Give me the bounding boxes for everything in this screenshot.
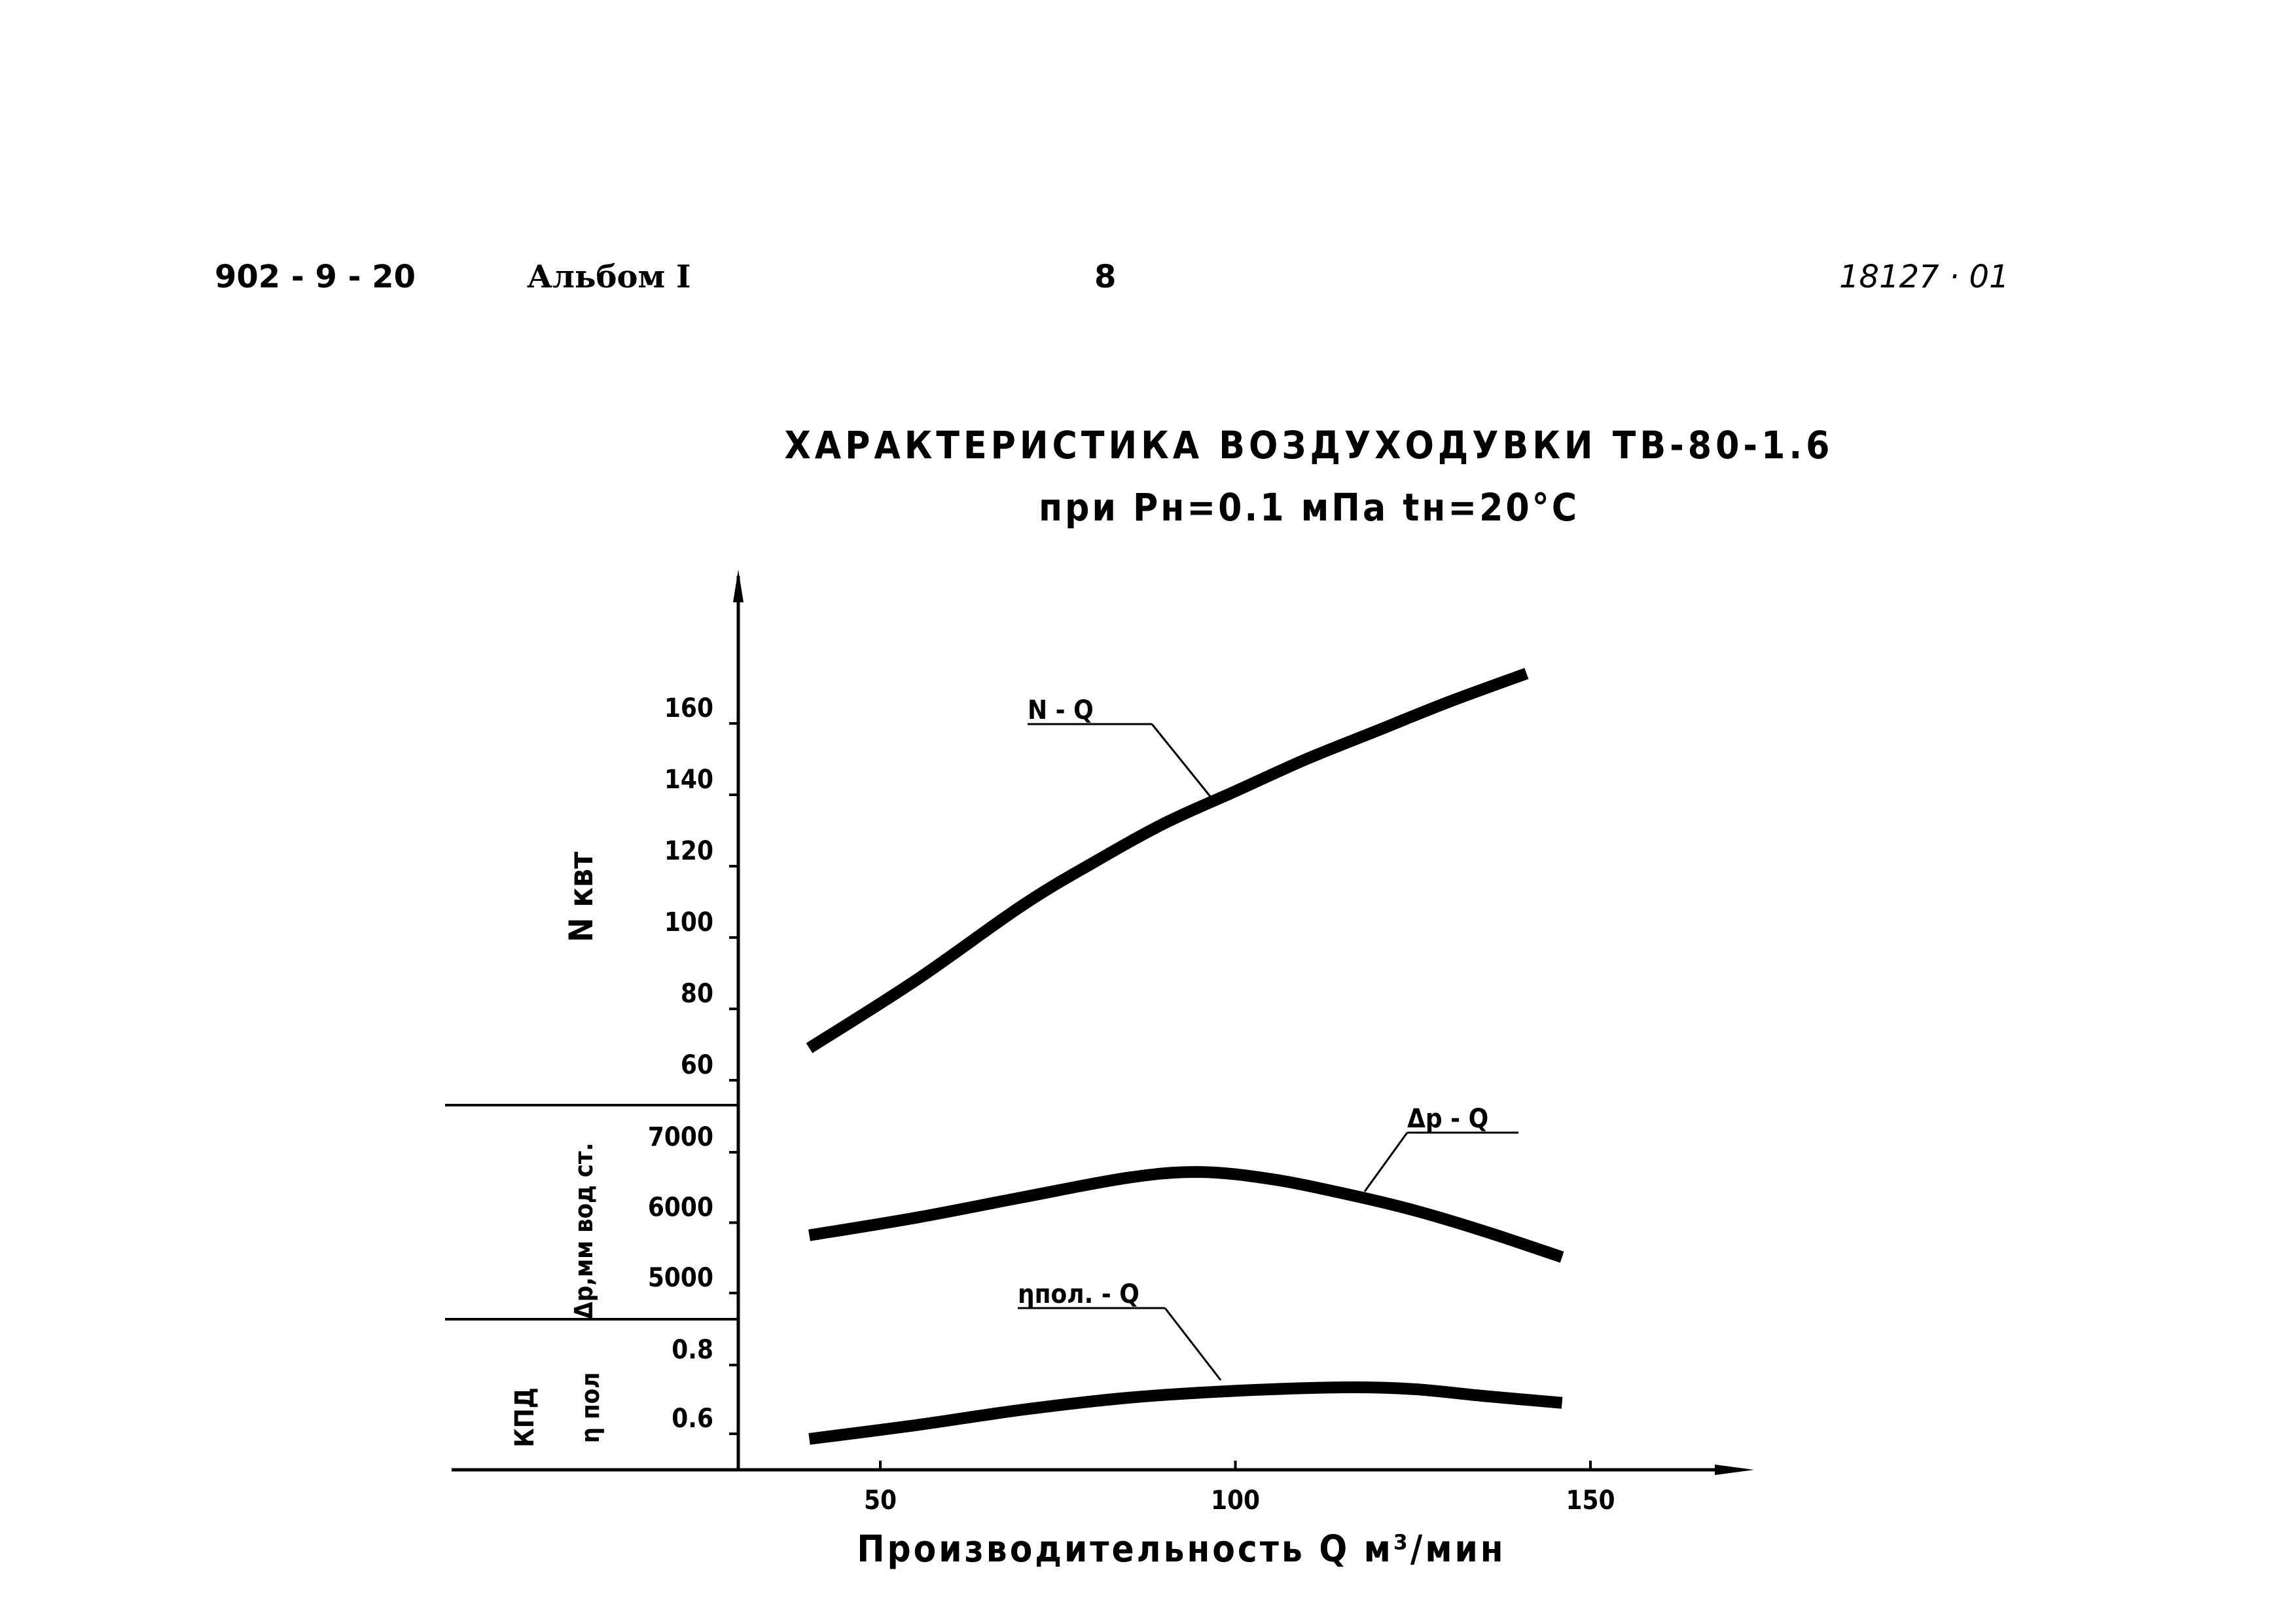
- series-leader-line-pressure: [1365, 1133, 1407, 1192]
- y-tick-label-pressure: 6000: [647, 1192, 713, 1223]
- y-tick-label-power: 80: [680, 979, 713, 1009]
- y-tick-label-efficiency: 0.6: [672, 1404, 713, 1434]
- data-curves: [810, 674, 1562, 1439]
- y-axis-group-label-efficiency: КПД: [510, 1387, 540, 1448]
- series-leader-line-efficiency: [1165, 1308, 1221, 1380]
- y-axis-label-pressure: Δр,мм вод ст.: [569, 1142, 598, 1319]
- x-tick-label: 50: [863, 1486, 897, 1516]
- y-tick-label-power: 100: [664, 907, 713, 938]
- series-line-power: [810, 674, 1527, 1048]
- y-tick-label-efficiency: 0.8: [672, 1335, 713, 1365]
- series-label-power: N - Q: [1028, 695, 1094, 725]
- y-axis-label-power: N квт: [562, 851, 600, 943]
- series-line-efficiency: [810, 1387, 1562, 1439]
- x-tick-label: 100: [1210, 1486, 1261, 1516]
- doc-code: 902 - 9 - 20: [215, 259, 416, 295]
- x-axis-label: Производительность Q м³/мин: [857, 1528, 1506, 1571]
- inventory-number: 18127 · 01: [1839, 259, 2009, 295]
- tick-marks: [729, 723, 1590, 1471]
- y-tick-label-power: 160: [664, 693, 713, 723]
- y-tick-label-power: 120: [664, 836, 713, 866]
- series-label-pressure: Δр - Q: [1407, 1104, 1489, 1134]
- series-leader-line-power: [1152, 724, 1217, 805]
- page-number: 8: [1094, 259, 1117, 295]
- y-tick-label-pressure: 5000: [647, 1263, 713, 1293]
- series-label-efficiency: ηпол. - Q: [1018, 1279, 1139, 1309]
- y-tick-label-pressure: 7000: [647, 1122, 713, 1152]
- series-line-pressure: [810, 1172, 1562, 1257]
- x-axis-arrow: [1715, 1465, 1754, 1475]
- album-label: Альбом I: [527, 259, 691, 295]
- y-axis-label-efficiency: η пол: [576, 1372, 605, 1444]
- y-tick-label-power: 140: [664, 765, 713, 795]
- chart-title: ХАРАКТЕРИСТИКА ВОЗДУХОДУВКИ ТВ-80-1.6: [784, 423, 1834, 467]
- chart-title-group: [785, 423, 1834, 530]
- chart-subtitle: при Рн=0.1 мПа tн=20°С: [1038, 485, 1580, 530]
- y-tick-label-power: 60: [680, 1050, 713, 1080]
- axes: [445, 570, 1754, 1475]
- curve-annotations: [1018, 695, 1518, 1380]
- y-axis-arrow: [733, 570, 744, 602]
- x-tick-label: 150: [1566, 1486, 1615, 1516]
